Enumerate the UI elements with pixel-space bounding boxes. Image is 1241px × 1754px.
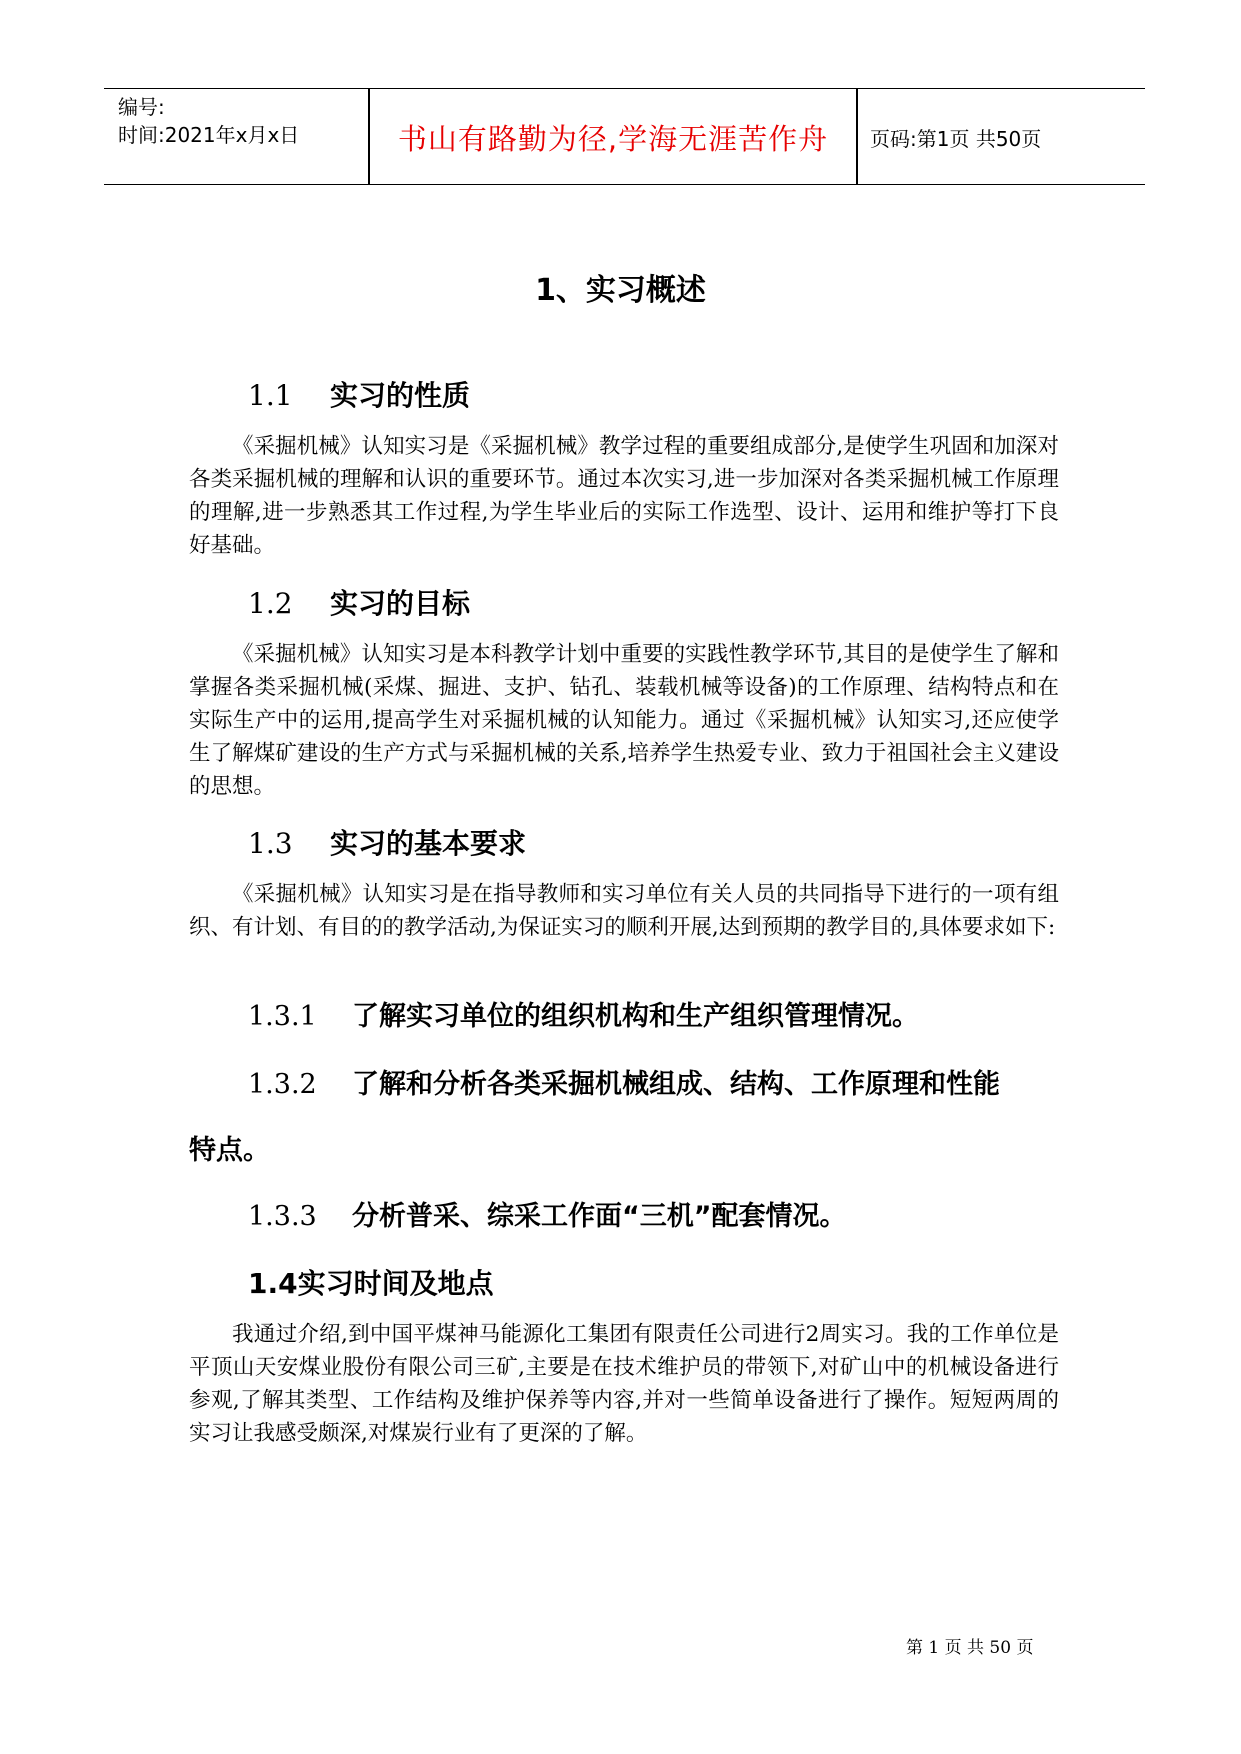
section-number: 1.2: [248, 587, 293, 620]
subsection-title: 了解实习单位的组织机构和生产组织管理情况。: [352, 1001, 919, 1032]
section-heading-1-4: [248, 1262, 494, 1302]
subsection-number: 1.3.3: [248, 1201, 317, 1232]
subsection-number: 1.3.2: [248, 1069, 317, 1100]
subsection-title: 了解和分析各类采掘机械组成、结构、工作原理和性能: [352, 1069, 1000, 1100]
section-heading-1-1: [248, 374, 470, 414]
subsection-heading-1-3-3: [248, 1194, 847, 1233]
number-label: 编号:: [118, 95, 165, 119]
subsection-title-continued: 特点。: [189, 1135, 270, 1166]
subsection-heading-1-3-1: [248, 994, 919, 1033]
page-header: [104, 88, 1145, 185]
divider: [856, 89, 858, 184]
header-meta: [118, 93, 368, 149]
page-info: 页码:第1页 共50页: [870, 127, 1042, 151]
section-title: 1.4实习时间及地点: [248, 1267, 494, 1300]
section-body-1-1: 《采掘机械》认知实习是《采掘机械》教学过程的重要组成部分,是使学生巩固和加深对各类采掘机械的理解和认识的重要环节。通过本次实习,进一步加深对各类采掘机械工作原理的理解,进一步熟悉其工作过程,为学生毕业后的实际工作选型、设计、运用和维护等打下良好基础。: [189, 434, 1059, 558]
section-body-1-2: 《采掘机械》认知实习是本科教学计划中重要的实践性教学环节,其目的是使学生了解和掌握各类采掘机械(采煤、掘进、支护、钻孔、装载机械等设备)的工作原理、结构特点和在实际生产中的运用,提高学生对采掘机械的认知能力。通过《采掘机械》认知实习,还应使学生了解煤矿建设的生产方式与采掘机械的关系,培养学生热爱专业、致力于祖国社会主义建设的思想。: [189, 642, 1059, 799]
section-title: 实习的性质: [330, 379, 471, 412]
motto: 书山有路勤为径,学海无涯苦作舟: [397, 122, 829, 156]
section-title: 实习的基本要求: [330, 827, 527, 860]
page-footer: 第 1 页 共 50 页: [906, 1638, 1034, 1658]
section-number: 1.1: [248, 379, 293, 412]
section-number: 1.3: [248, 827, 293, 860]
section-title: 实习的目标: [330, 587, 471, 620]
section-body-1-4: 我通过介绍,到中国平煤神马能源化工集团有限责任公司进行2周实习。我的工作单位是平顶山天安煤业股份有限公司三矿,主要是在技术维护员的带领下,对矿山中的机械设备进行参观,了解其类型、工作结构及维护保养等内容,并对一些简单设备进行了操作。短短两周的实习让我感受颇深,对煤炭行业有了更深的了解。: [189, 1322, 1059, 1446]
time-label: 时间:2021年x月x日: [118, 123, 300, 147]
section-body-1-3: 《采掘机械》认知实习是在指导教师和实习单位有关人员的共同指导下进行的一项有组织、有计划、有目的的教学活动,为保证实习的顺利开展,达到预期的教学目的,具体要求如下:: [189, 882, 1059, 940]
section-heading-1-2: [248, 582, 470, 622]
subsection-title: 分析普采、综采工作面“三机”配套情况。: [352, 1201, 847, 1232]
chapter-title: 1、实习概述: [535, 273, 706, 308]
subsection-heading-1-3-2: [248, 1062, 1000, 1101]
section-heading-1-3: [248, 822, 526, 862]
subsection-number: 1.3.1: [248, 1001, 317, 1032]
